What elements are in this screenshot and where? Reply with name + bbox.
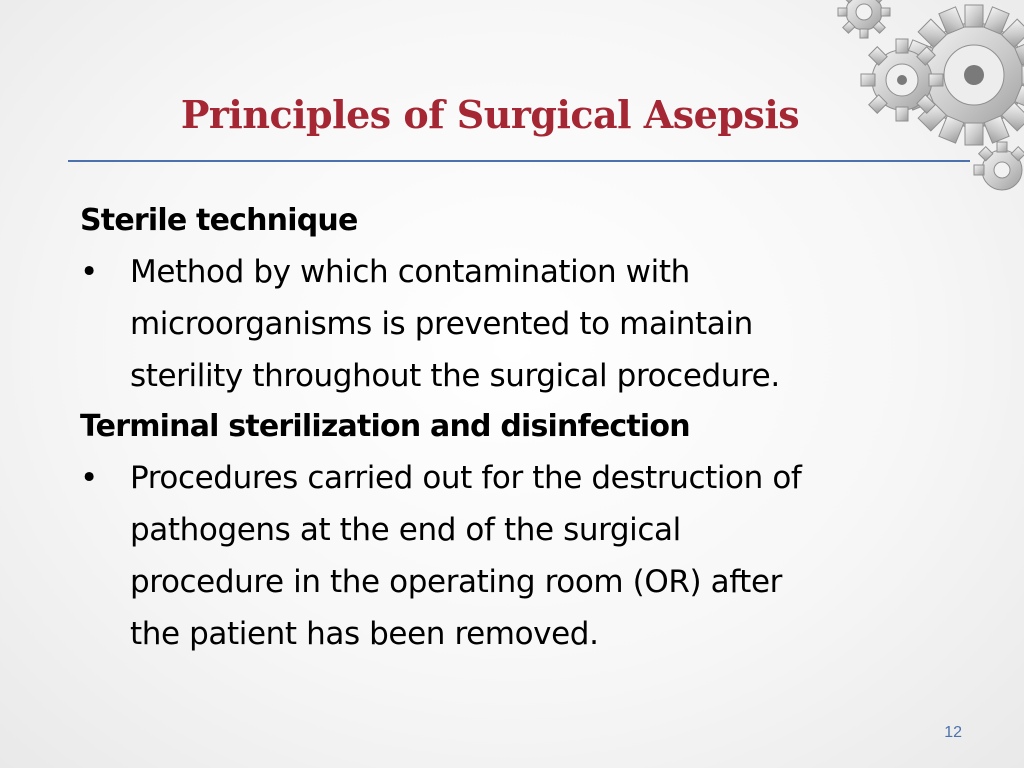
- bullet-item: [80, 452, 960, 660]
- slide-body: [80, 196, 960, 660]
- bullet-line: Procedures carried out for the destruction of: [130, 460, 802, 496]
- bullet-line: the patient has been removed.: [130, 616, 599, 652]
- section-heading: Sterile technique: [80, 203, 358, 238]
- title-divider: [68, 160, 970, 162]
- bullet-item: [80, 246, 960, 402]
- bullet-text: [130, 452, 920, 660]
- page-number: 12: [944, 724, 962, 741]
- section-heading: Terminal sterilization and disinfection: [80, 409, 690, 444]
- bullet-line: pathogens at the end of the surgical: [130, 512, 681, 548]
- bullet-text: [130, 246, 920, 402]
- bullet-icon: •: [80, 254, 98, 290]
- bullet-line: sterility throughout the surgical procedure.: [130, 358, 780, 394]
- bullet-line: procedure in the operating room (OR) after: [130, 564, 782, 600]
- bullet-line: Method by which contamination with: [130, 254, 690, 290]
- bullet-line: microorganisms is prevented to maintain: [130, 306, 753, 342]
- bullet-icon: •: [80, 460, 98, 496]
- section-sterile-technique: [80, 196, 960, 402]
- slide-title: Principles of Surgical Asepsis: [180, 92, 800, 137]
- section-terminal-sterilization: [80, 402, 960, 660]
